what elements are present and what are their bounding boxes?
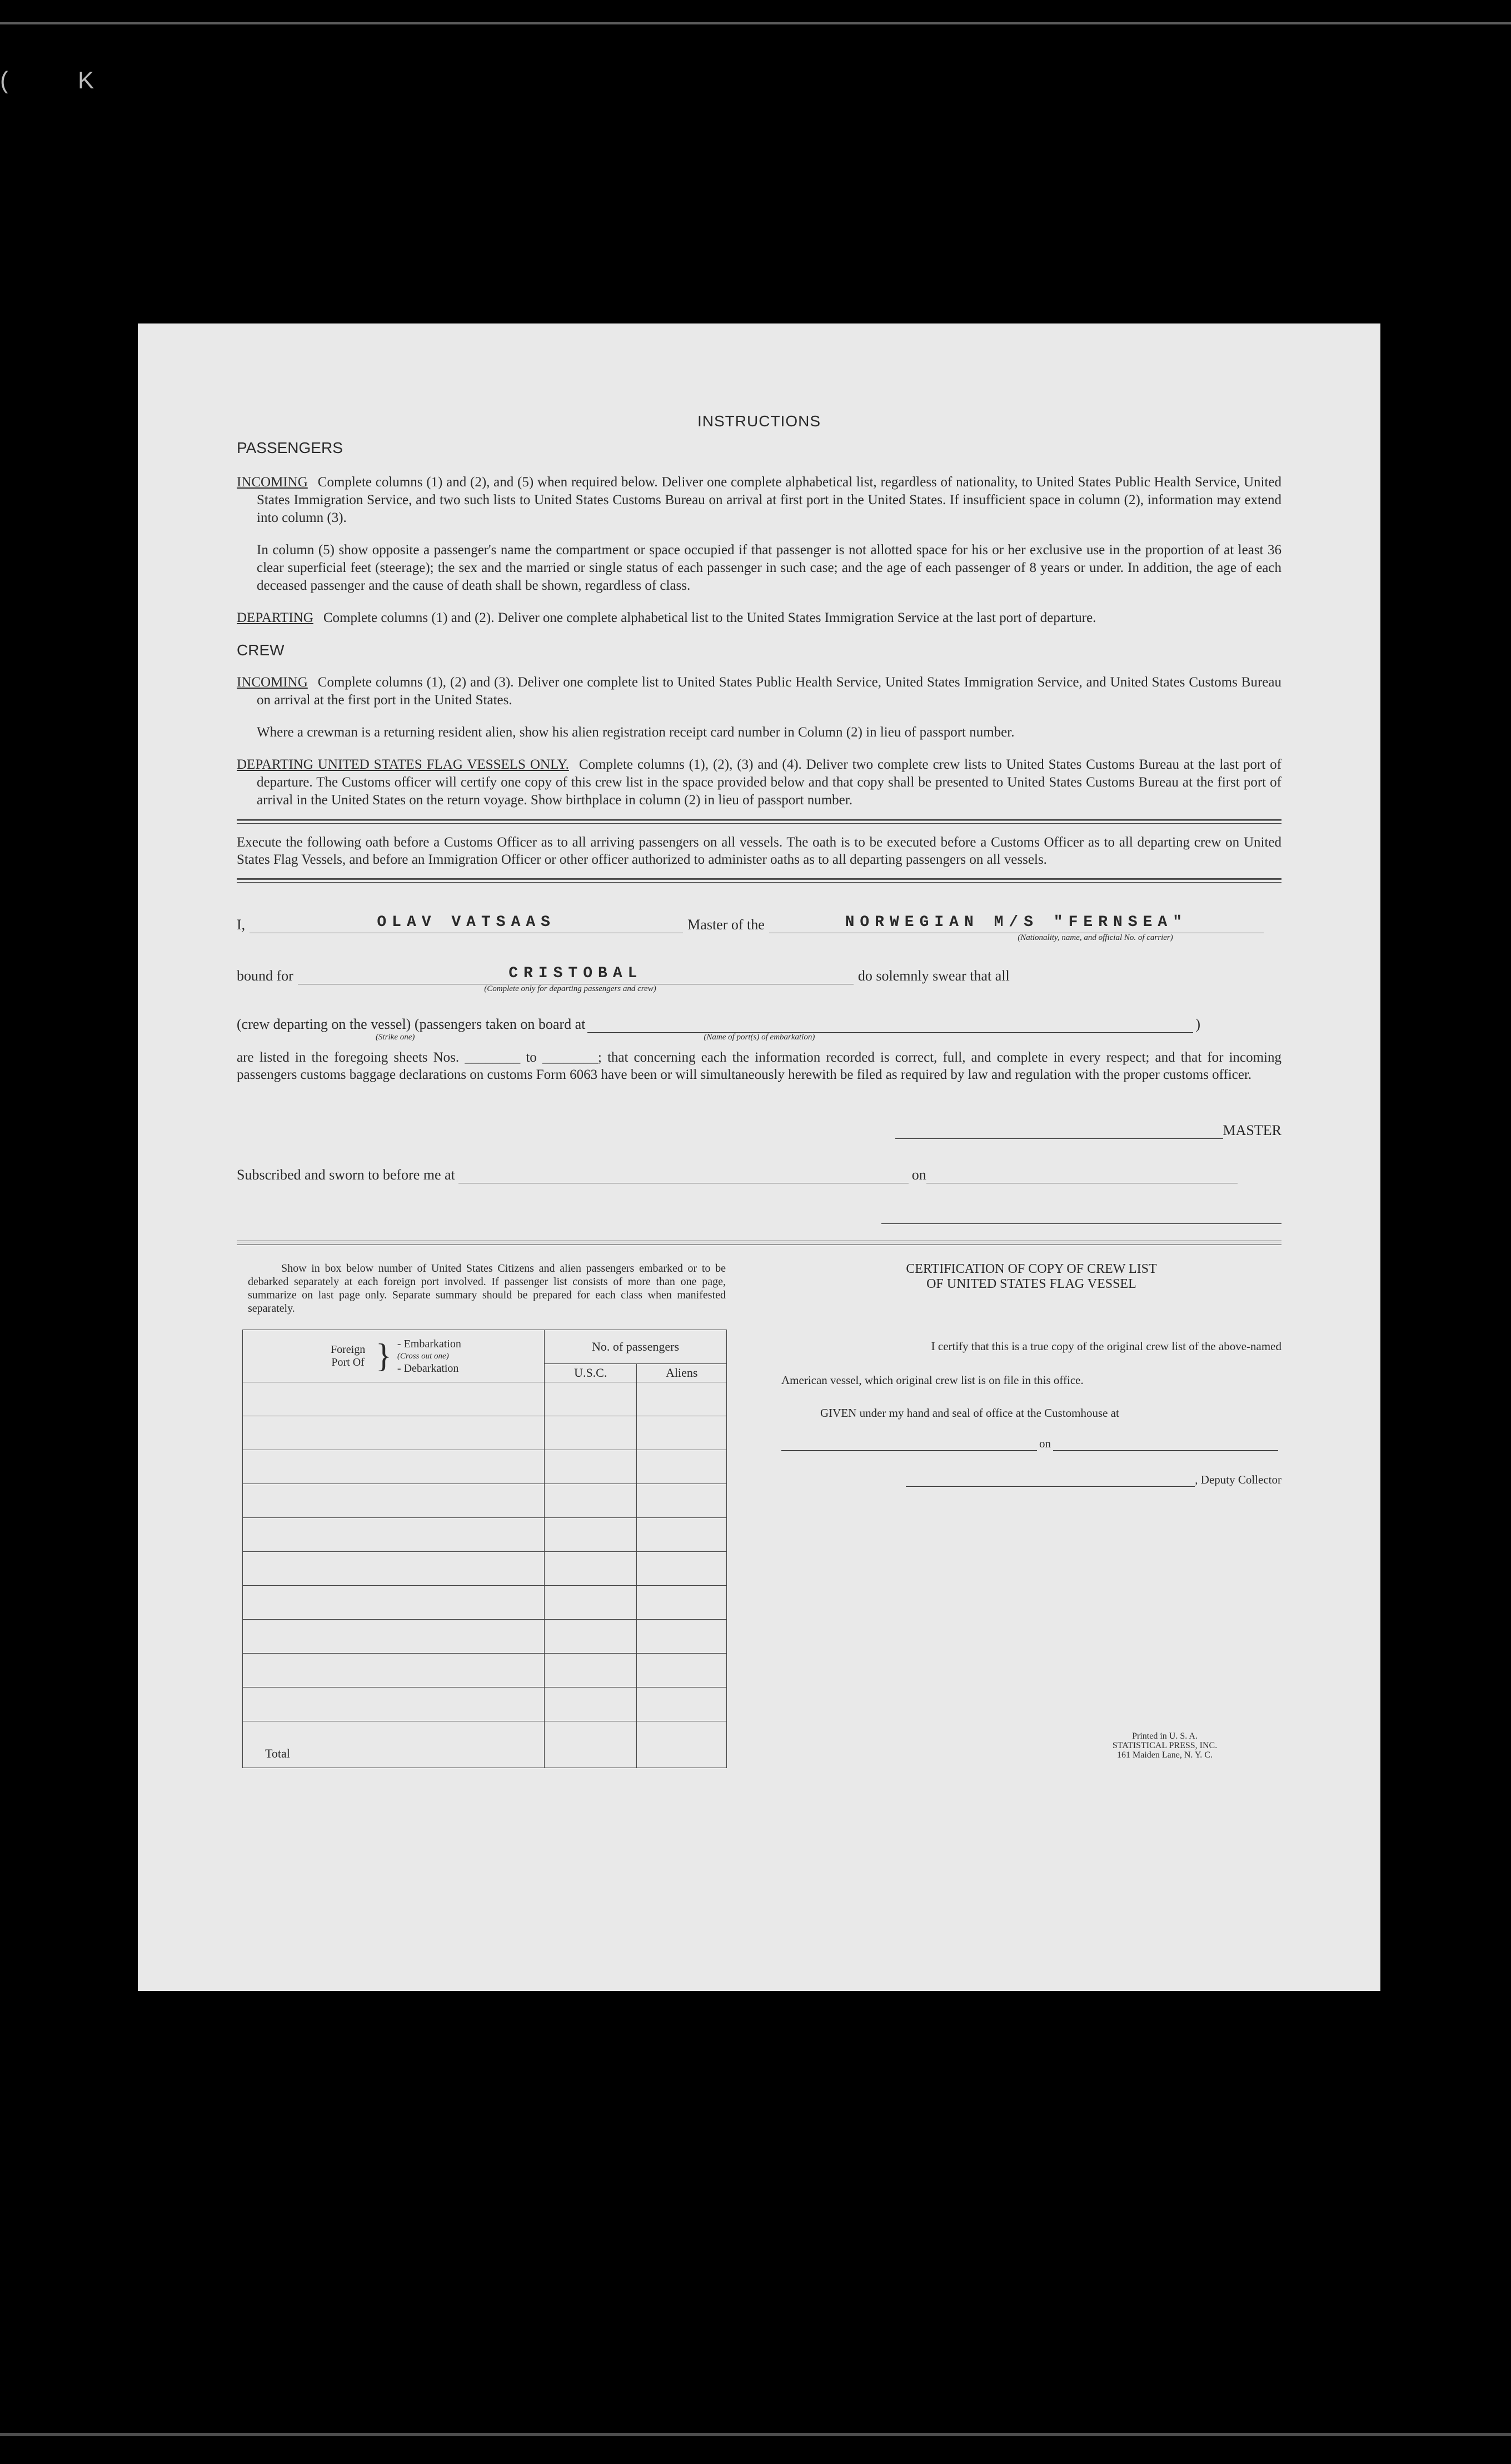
- destination-field[interactable]: CRISTOBAL: [298, 965, 854, 984]
- summary-row: [243, 1552, 727, 1586]
- port-cell[interactable]: [243, 1518, 545, 1552]
- vessel-field[interactable]: NORWEGIAN M/S "FERNSEA": [769, 914, 1264, 933]
- master-of-label: Master of the: [687, 917, 765, 933]
- summary-instructions: Show in box below number of United States Citizens and alien passengers embarked or to be debarked separately at each foreign port involved. If passenger list consists of more than one page, summarize on last page only. Separate summary should be prepared for each class when manifested separately.: [248, 1262, 726, 1315]
- master-signature-field[interactable]: [895, 1122, 1223, 1139]
- document-page: [138, 323, 1380, 1991]
- scan-mark-k: K: [78, 67, 94, 94]
- listed-text: are listed in the foregoing sheets Nos. ________ to ________; that concerning each the information recorded is correct, full, and complete in every respect; and that for incoming passengers customs baggage declarations on customs Form 6063 have been or will simultaneously herewith be filed as required by law and regulation with the proper customs officer.: [237, 1050, 1281, 1082]
- port-cell[interactable]: [243, 1484, 545, 1518]
- cert-on-label: on: [1039, 1437, 1051, 1450]
- usc-cell[interactable]: [545, 1450, 637, 1484]
- summary-section: [237, 1262, 726, 1768]
- crew-incoming: [237, 674, 1281, 709]
- i-label: I,: [237, 917, 246, 933]
- oath-intro: Execute the following oath before a Customs Officer as to all arriving passengers on all vessels. The oath is to be executed before a Customs Officer as to all departing crew on United States Flag Vessels, and before an Immigration Officer or other officer authorized to administer oaths as to all departing passengers on all vessels.: [237, 835, 1281, 867]
- usc-cell[interactable]: [545, 1620, 637, 1654]
- summary-row: [243, 1484, 727, 1518]
- printer-line-1: Printed in U. S. A.: [1132, 1731, 1198, 1741]
- deputy-signature-field[interactable]: [906, 1485, 1195, 1487]
- aliens-cell[interactable]: [637, 1382, 727, 1416]
- embark-captions: [237, 1033, 1281, 1042]
- american-text: American vessel, which original crew list is on file in this office.: [781, 1373, 1084, 1387]
- flag-text: Complete columns (1), (2), (3) and (4). Deliver two complete crew lists to United States Customs Bureau at the last port of departure. The Customs officer will certify one copy of this crew list in the space provided below and that copy shall be presented to United States Customs Bureau at the first port of arrival in the United States on the return voyage. Show birthplace in column (2) in lieu of passport number.: [257, 757, 1281, 808]
- swear-text: do solemnly swear that all: [857, 968, 1010, 984]
- passengers-heading: PASSENGERS: [237, 439, 343, 456]
- passengers-departing: [237, 609, 1281, 627]
- subscribed-label: Subscribed and sworn to before me at: [237, 1167, 455, 1183]
- col-foreign: Foreign Port Of: [331, 1343, 366, 1368]
- film-edge-bottom: [0, 2433, 1511, 2436]
- port-caption: (Name of port(s) of embarkation): [704, 1033, 815, 1042]
- usc-cell[interactable]: [545, 1484, 637, 1518]
- bound-for-label: bound for: [237, 968, 293, 984]
- aliens-cell[interactable]: [637, 1620, 727, 1654]
- officer-sign-line: [237, 1222, 1281, 1224]
- aliens-cell[interactable]: [637, 1518, 727, 1552]
- summary-row: [243, 1450, 727, 1484]
- summary-row: [243, 1416, 727, 1450]
- departing-label: DEPARTING: [237, 610, 313, 625]
- embarkation-label: - Embarkation: [397, 1337, 461, 1350]
- film-edge-top: [0, 22, 1511, 24]
- printer-line-2: STATISTICAL PRESS, INC.: [1112, 1741, 1218, 1750]
- usc-cell[interactable]: [545, 1688, 637, 1721]
- subscribed-line: [237, 1167, 1281, 1183]
- certify-text: I certify that this is a true copy of the original crew list of the above-named: [931, 1340, 1281, 1353]
- embarkation-port-field[interactable]: [587, 1031, 1193, 1033]
- bound-line: [237, 965, 1281, 984]
- usc-cell[interactable]: [545, 1382, 637, 1416]
- incoming-text: Complete columns (1) and (2), and (5) when required below. Deliver one complete alphabetical list, regardless of nationality, to United States Public Health Service, United States Immigration Service, and two such lists to United States Customs Bureau on arrival at first port in the United States. If insufficient space in column (2), information may extend into column (3).: [257, 475, 1281, 525]
- summary-row: [243, 1688, 727, 1721]
- crew-heading: CREW: [237, 641, 285, 659]
- given-text: GIVEN under my hand and seal of office at the Customhouse at: [820, 1406, 1119, 1420]
- crew-incoming-label: INCOMING: [237, 675, 308, 690]
- bottom-section: [237, 1262, 1281, 1768]
- sworn-place-field[interactable]: [458, 1182, 909, 1183]
- printer-line-3: 161 Maiden Lane, N. Y. C.: [1117, 1750, 1213, 1760]
- vessel-caption: (Nationality, name, and official No. of carrier): [1018, 933, 1173, 942]
- strike-caption: (Strike one): [376, 1033, 415, 1042]
- destination-caption: (Complete only for departing passengers and crew): [484, 984, 656, 993]
- usc-cell[interactable]: [545, 1552, 637, 1586]
- summary-row: [243, 1620, 727, 1654]
- printer-imprint: [1048, 1731, 1281, 1760]
- flag-label: DEPARTING UNITED STATES FLAG VESSELS ONLY.: [237, 757, 569, 772]
- usc-cell[interactable]: [545, 1586, 637, 1620]
- deputy-label: , Deputy Collector: [1195, 1473, 1281, 1486]
- port-cell[interactable]: [243, 1382, 545, 1416]
- on-label: on: [911, 1167, 926, 1183]
- master-label: MASTER: [1223, 1122, 1281, 1138]
- port-cell[interactable]: [243, 1688, 545, 1721]
- aliens-cell[interactable]: [637, 1484, 727, 1518]
- divider: [237, 819, 1281, 824]
- usc-cell[interactable]: [545, 1416, 637, 1450]
- col-passengers: No. of passengers: [545, 1330, 727, 1364]
- summary-row: [243, 1382, 727, 1416]
- passengers-incoming: [237, 474, 1281, 527]
- col-aliens: Aliens: [637, 1364, 727, 1382]
- aliens-cell[interactable]: [637, 1654, 727, 1688]
- summary-rows: [243, 1382, 727, 1721]
- total-label: Total: [243, 1721, 545, 1768]
- column5-text: In column (5) show opposite a passenger's name the compartment or space occupied if that passenger is not allotted space for his or her exclusive use in the proportion of at least 36 clear superficial feet (steerage); the sex and the married or single status of each passenger in such case; and the age of each passenger of 8 years or under. In addition, the age of each deceased passenger and the cause of death shall be shown, regardless of class.: [257, 542, 1281, 593]
- total-usc-cell[interactable]: [545, 1721, 637, 1768]
- port-cell[interactable]: [243, 1654, 545, 1688]
- usc-cell[interactable]: [545, 1518, 637, 1552]
- port-cell[interactable]: [243, 1552, 545, 1586]
- scan-mark-left: (: [0, 67, 8, 94]
- crewman-text: Where a crewman is a returning resident alien, show his alien registration receipt card number in Column (2) in lieu of passport number.: [257, 725, 1015, 740]
- foreign-port-header: [243, 1330, 545, 1382]
- customhouse-line: [781, 1437, 1281, 1451]
- summary-row: [243, 1518, 727, 1552]
- col-usc: U.S.C.: [545, 1364, 637, 1382]
- cross-out-caption: (Cross out one): [397, 1351, 449, 1361]
- flag-vessels: [237, 756, 1281, 809]
- debarkation-label: - Debarkation: [397, 1362, 459, 1375]
- crew-incoming-text: Complete columns (1), (2) and (3). Deliver one complete list to United States Public Health Service, United States Immigration Service, and United States Customs Bureau on arrival at the first port in the United States.: [257, 675, 1281, 708]
- master-name-field[interactable]: OLAV VATSAAS: [250, 914, 683, 933]
- deputy-line: [781, 1473, 1281, 1487]
- port-cell[interactable]: [243, 1450, 545, 1484]
- cert-date-field[interactable]: [1053, 1449, 1278, 1451]
- port-cell[interactable]: [243, 1620, 545, 1654]
- master-sign-line: [237, 1122, 1281, 1139]
- divider: [237, 1241, 1281, 1245]
- brace-icon: }: [376, 1337, 392, 1374]
- customhouse-field[interactable]: [781, 1449, 1037, 1451]
- aliens-cell[interactable]: [637, 1416, 727, 1450]
- close-paren: ): [1195, 1016, 1201, 1032]
- aliens-cell[interactable]: [637, 1450, 727, 1484]
- aliens-cell[interactable]: [637, 1552, 727, 1586]
- aliens-cell[interactable]: [637, 1688, 727, 1721]
- total-aliens-cell[interactable]: [637, 1721, 727, 1768]
- cert-title-1: CERTIFICATION OF COPY OF CREW LIST: [906, 1262, 1157, 1276]
- officer-signature-field[interactable]: [881, 1222, 1281, 1224]
- usc-cell[interactable]: [545, 1654, 637, 1688]
- port-cell[interactable]: [243, 1586, 545, 1620]
- certification-section: [781, 1262, 1281, 1768]
- aliens-cell[interactable]: [637, 1586, 727, 1620]
- passenger-summary-table: [242, 1330, 727, 1768]
- summary-row: [243, 1586, 727, 1620]
- sworn-date-field[interactable]: [926, 1182, 1238, 1183]
- crew-departing-text: (crew departing on the vessel) (passengers taken on board at: [237, 1016, 586, 1032]
- divider: [237, 878, 1281, 883]
- cert-title-2: OF UNITED STATES FLAG VESSEL: [926, 1277, 1136, 1291]
- port-cell[interactable]: [243, 1416, 545, 1450]
- instructions-title: INSTRUCTIONS: [697, 412, 821, 430]
- embark-line: [237, 1016, 1281, 1033]
- summary-row: [243, 1654, 727, 1688]
- incoming-label: INCOMING: [237, 475, 308, 490]
- master-line: [237, 914, 1281, 933]
- departing-text: Complete columns (1) and (2). Deliver one complete alphabetical list to the United States Immigration Service at the last port of departure.: [323, 610, 1096, 625]
